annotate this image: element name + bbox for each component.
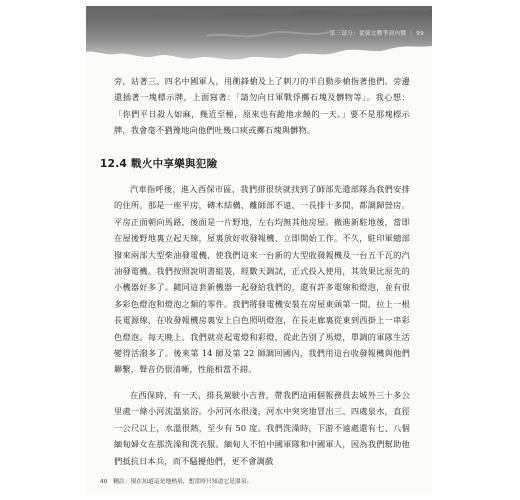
footnote: [100, 476, 252, 485]
paragraph-1: 旁，站著三、四名中國軍人，用衝鋒槍及上了刺刀的半自動步槍指著他們。旁邊還插著一塊標示牌，上面寫著：「請勿向日軍戰俘擲石塊及髒物等」。我心想：「你們平日殺人如麻，幾近至極，原來也有跪地求饒的一天。」要不是那塊標示牌，我會毫不猶豫地向他們吐幾口痰或擲石塊與髒物。: [114, 76, 410, 136]
running-head: 第三部分：從韓北戰爭到內戰 ｜ 99: [329, 31, 424, 37]
misty-mountain-art: [86, 6, 432, 68]
paragraph-2: 汽車指呼後，進入西保市區，我們排很快就找到了師部先遣部隊為我們安排的住所。那是一座平房，磚木結構，離師部不遠，一長排十多間，都調歸營房。平房正面朝向馬路，後面是一片野地，左右均無其他房屋。撤進新駐地後，當即在屋後野地裏立起天線，屋裏放好收發報機，立即開始工作。不久，駐印軍總部撥來兩部大型柴油發電機，使我們這來一台新的大型收發報機及一台五千瓦的汽油發電機。我們按照說明書組裝，經數天調試，正式投入使用，其效果比原先的小機器好多了。隨同這套新機器一起發給我們的，還有許多電線和燈泡，並有很多彩色燈泡和燈泡之類的零件。我們將發電機安裝在房屋東頭第一間，拉上一根長電源線，在收發報機房裏安上白色照明燈泡，在長走廊裏從東到西掛上一串彩色燈泡。每天晚上，我們就亮起電燈和彩燈，從此告別了馬燈，單調的軍隊生活變得活潑多了。後來第 14 師及第 22 師調回國內，我們用這台收發報機與他們聯繫，聲音仍很清晰，性能相當不錯。: [114, 184, 410, 375]
footnote-text: 刪註：現在知道這是地熱泉，想當時只知道它是溫泉。: [113, 479, 253, 485]
footnote-number: 40: [100, 479, 108, 485]
section-heading: 12.4 戰火中享樂與犯險: [100, 158, 218, 170]
book-page: [86, 6, 432, 494]
paragraph-3: 在西保時，有一天，排長駕駛小吉普，帶我們這兩個報務員去城外三十多公里處一條小河流溫泉浴。小河河水很淺，河水中突突地冒出三、四處泉水，直徑一公尺以上，水溫很熱，至少有 50 度。我們洗澡時，下游不遠處還有七、八個緬甸婦女在那洗澡和洗衣服。緬甸人不怕中國軍隊和中國軍人，因為我們幫助他們抵抗日本兵，而不騷擾他們，更不會調戲: [114, 390, 410, 466]
mountain-landscape-header: [86, 6, 432, 68]
